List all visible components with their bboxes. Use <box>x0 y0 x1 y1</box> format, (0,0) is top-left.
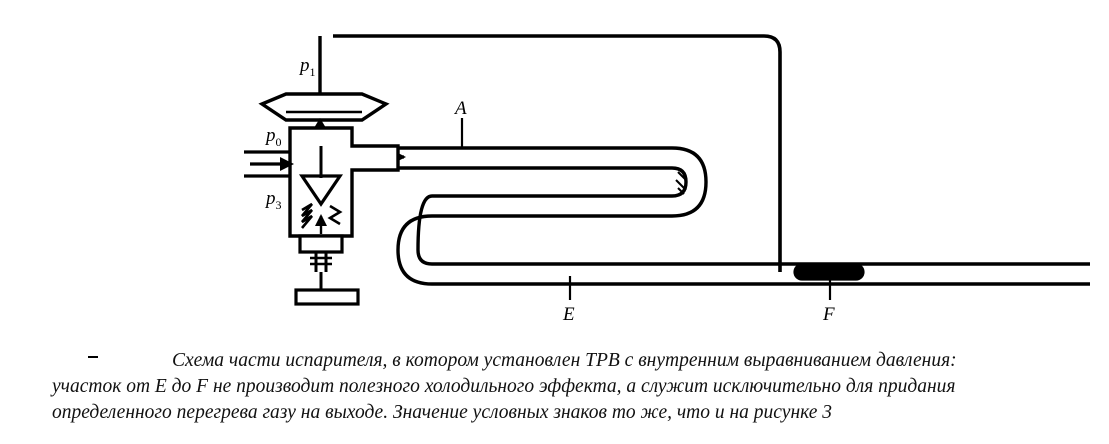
caption-line-3: определенного перегрева газу на выходе. Значение условных знаков то же, что и на рисунке 3 <box>52 402 833 423</box>
caption-line-2: участок от E до F не производит полезного холодильного эффекта, а служит исключительно для придания <box>52 376 956 397</box>
diaphragm-housing <box>262 94 386 120</box>
label-p0: $p_0$ <box>266 125 282 149</box>
caption-line-1: Схема части испарителя, в котором установлен ТРВ с внутренним выравниванием давления: <box>172 350 957 371</box>
adjustment-chamber <box>300 236 342 252</box>
label-p3: $p_3$ <box>266 188 282 212</box>
figure-caption <box>52 348 1062 426</box>
sensing-bulb <box>795 265 863 279</box>
adjustment-base-plate <box>296 290 358 304</box>
label-p1: $p_1$ <box>300 55 316 79</box>
label-f: F <box>823 304 835 325</box>
label-a: A <box>455 98 467 119</box>
label-e: E <box>563 304 575 325</box>
